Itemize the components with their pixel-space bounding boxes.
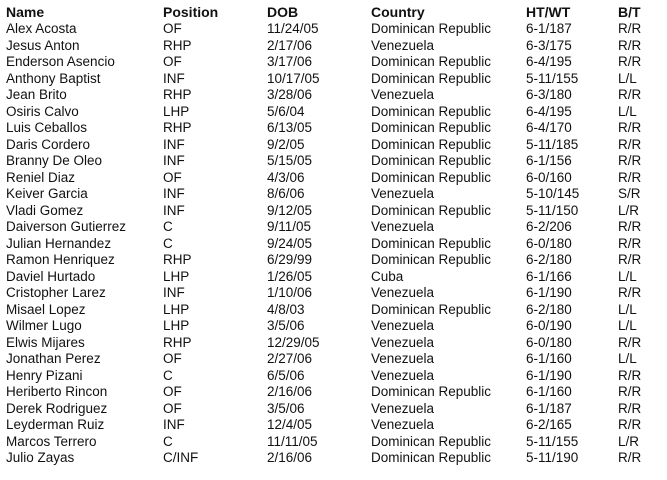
table-row: [6, 434, 666, 451]
player-country: Dominican Republic: [371, 433, 492, 449]
player-htwt: 6-0/180: [526, 334, 572, 350]
player-bt: L/L: [618, 351, 637, 366]
player-bt: R/R: [618, 235, 642, 251]
player-dob: 5/15/05: [267, 153, 313, 168]
player-position: OF: [163, 351, 182, 366]
player-htwt: 5-11/155: [526, 433, 579, 449]
player-country: Dominican Republic: [371, 252, 492, 267]
player-bt: R/R: [618, 252, 642, 267]
player-name: Daiverson Gutierrez: [6, 219, 127, 234]
player-name: Branny De Oleo: [6, 153, 103, 168]
player-country: Dominican Republic: [371, 54, 492, 69]
player-name: Marcos Terrero: [6, 433, 97, 449]
table-row: [6, 87, 666, 104]
player-bt: R/R: [618, 120, 642, 135]
player-country: Dominican Republic: [371, 70, 492, 86]
player-name: Misael Lopez: [6, 301, 86, 317]
table-row: [6, 351, 666, 368]
player-position: LHP: [163, 318, 190, 333]
player-position: RHP: [163, 252, 192, 267]
player-position: INF: [163, 202, 185, 218]
player-name: Keiver Garcia: [6, 186, 88, 201]
table-row: [6, 38, 666, 55]
player-name: Osiris Calvo: [6, 103, 79, 119]
player-name: Jean Brito: [6, 87, 67, 102]
player-bt: L/L: [618, 301, 637, 317]
player-country: Venezuela: [371, 318, 435, 333]
player-rows: [6, 21, 666, 467]
player-bt: L/L: [618, 70, 637, 86]
player-dob: 3/5/06: [267, 400, 305, 416]
player-name: Reniel Diaz: [6, 169, 76, 185]
table-row: [6, 368, 666, 385]
player-htwt: 6-0/160: [526, 169, 572, 185]
player-name: Luis Ceballos: [6, 120, 88, 135]
player-name: Wilmer Lugo: [6, 318, 82, 333]
table-row: [6, 203, 666, 220]
player-htwt: 6-1/160: [526, 351, 572, 366]
table-row: [6, 219, 666, 236]
player-bt: R/R: [618, 136, 642, 152]
player-bt: L/R: [618, 433, 640, 449]
player-name: Leyderman Ruiz: [6, 417, 105, 432]
player-dob: 2/16/06: [267, 450, 313, 465]
player-dob: 12/4/05: [267, 417, 313, 432]
player-name: Julian Hernandez: [6, 235, 112, 251]
player-dob: 9/12/05: [267, 202, 313, 218]
player-htwt: 6-4/195: [526, 103, 572, 119]
table-row: [6, 252, 666, 269]
player-position: LHP: [163, 268, 190, 284]
header-name: Name: [6, 4, 45, 20]
player-name: Elwis Mijares: [6, 334, 85, 350]
table-row: [6, 104, 666, 121]
player-bt: R/R: [618, 54, 642, 69]
player-name: Derek Rodriguez: [6, 400, 108, 416]
player-htwt: 5-11/190: [526, 450, 579, 465]
player-bt: R/R: [618, 384, 642, 399]
player-bt: L/L: [618, 268, 637, 284]
table-row: [6, 269, 666, 286]
player-htwt: 6-3/175: [526, 37, 572, 53]
player-htwt: 6-2/180: [526, 252, 572, 267]
player-country: Dominican Republic: [371, 301, 492, 317]
player-position: OF: [163, 169, 182, 185]
player-bt: R/R: [618, 219, 642, 234]
header-row: [6, 4, 666, 21]
player-name: Jonathan Perez: [6, 351, 101, 366]
player-name: Henry Pizani: [6, 367, 83, 383]
player-position: INF: [163, 285, 185, 300]
player-name: Enderson Asencio: [6, 54, 115, 69]
table-row: [6, 417, 666, 434]
player-country: Dominican Republic: [371, 136, 492, 152]
roster-table: [6, 4, 666, 467]
player-bt: R/R: [618, 285, 642, 300]
player-name: Ramon Henriquez: [6, 252, 115, 267]
player-country: Dominican Republic: [371, 169, 492, 185]
player-bt: R/R: [618, 169, 642, 185]
header-htwt: HT/WT: [526, 4, 571, 20]
table-row: [6, 170, 666, 187]
player-position: OF: [163, 54, 182, 69]
player-position: RHP: [163, 120, 192, 135]
player-dob: 8/6/06: [267, 186, 305, 201]
player-htwt: 6-2/165: [526, 417, 572, 432]
player-country: Venezuela: [371, 87, 435, 102]
player-htwt: 6-1/190: [526, 367, 572, 383]
player-country: Venezuela: [371, 367, 435, 383]
player-htwt: 5-11/150: [526, 202, 579, 218]
player-position: INF: [163, 417, 185, 432]
player-country: Dominican Republic: [371, 235, 492, 251]
player-bt: L/L: [618, 103, 637, 119]
table-row: [6, 450, 666, 467]
player-htwt: 6-1/156: [526, 153, 572, 168]
table-row: [6, 384, 666, 401]
player-dob: 11/24/05: [267, 21, 319, 36]
player-position: RHP: [163, 37, 192, 53]
player-position: RHP: [163, 334, 192, 350]
player-position: INF: [163, 70, 185, 86]
player-htwt: 6-0/190: [526, 318, 572, 333]
table-row: [6, 302, 666, 319]
player-name: Jesus Anton: [6, 37, 80, 53]
player-country: Venezuela: [371, 37, 435, 53]
player-position: C: [163, 219, 173, 234]
player-position: LHP: [163, 301, 190, 317]
player-htwt: 6-2/206: [526, 219, 572, 234]
player-country: Dominican Republic: [371, 384, 492, 399]
player-dob: 3/17/06: [267, 54, 313, 69]
player-position: C: [163, 433, 173, 449]
player-position: OF: [163, 21, 182, 36]
header-country: Country: [371, 4, 425, 20]
player-dob: 10/17/05: [267, 70, 320, 86]
player-dob: 9/2/05: [267, 136, 305, 152]
player-country: Venezuela: [371, 285, 435, 300]
player-country: Dominican Republic: [371, 202, 492, 218]
player-bt: L/L: [618, 318, 637, 333]
table-row: [6, 186, 666, 203]
player-name: Daviel Hurtado: [6, 268, 96, 284]
player-dob: 5/6/04: [267, 103, 305, 119]
table-row: [6, 401, 666, 418]
player-position: OF: [163, 400, 182, 416]
player-country: Dominican Republic: [371, 21, 492, 36]
player-country: Venezuela: [371, 219, 435, 234]
header-position: Position: [163, 4, 219, 20]
player-country: Venezuela: [371, 186, 435, 201]
player-dob: 2/16/06: [267, 384, 313, 399]
player-name: Julio Zayas: [6, 450, 75, 465]
player-bt: R/R: [618, 37, 642, 53]
player-bt: R/R: [618, 334, 642, 350]
player-htwt: 6-2/180: [526, 301, 572, 317]
player-position: C: [163, 367, 173, 383]
player-htwt: 6-1/166: [526, 268, 572, 284]
player-htwt: 6-1/187: [526, 21, 572, 36]
player-bt: R/R: [618, 400, 642, 416]
player-bt: R/R: [618, 21, 642, 36]
player-country: Dominican Republic: [371, 120, 492, 135]
player-htwt: 5-10/145: [526, 186, 580, 201]
table-row: [6, 54, 666, 71]
table-row: [6, 120, 666, 137]
player-name: Daris Cordero: [6, 136, 91, 152]
player-dob: 6/13/05: [267, 120, 313, 135]
player-position: C/INF: [163, 450, 199, 465]
player-name: Anthony Baptist: [6, 70, 101, 86]
player-bt: R/R: [618, 87, 642, 102]
player-dob: 2/17/06: [267, 37, 313, 53]
player-dob: 9/24/05: [267, 235, 313, 251]
player-htwt: 6-3/180: [526, 87, 572, 102]
player-htwt: 6-4/195: [526, 54, 572, 69]
player-position: RHP: [163, 87, 192, 102]
player-dob: 2/27/06: [267, 351, 313, 366]
player-country: Dominican Republic: [371, 103, 492, 119]
header-bt: B/T: [618, 4, 641, 20]
player-dob: 6/29/99: [267, 252, 313, 267]
player-position: INF: [163, 186, 185, 201]
player-bt: S/R: [618, 186, 641, 201]
player-htwt: 6-1/190: [526, 285, 572, 300]
player-country: Cuba: [371, 268, 404, 284]
player-position: LHP: [163, 103, 190, 119]
player-htwt: 5-11/155: [526, 70, 579, 86]
player-dob: 9/11/05: [267, 219, 312, 234]
player-country: Venezuela: [371, 351, 435, 366]
player-dob: 11/11/05: [267, 433, 318, 449]
player-dob: 1/26/05: [267, 268, 313, 284]
player-dob: 4/3/06: [267, 169, 305, 185]
table-row: [6, 21, 666, 38]
player-position: INF: [163, 136, 185, 152]
player-htwt: 6-1/160: [526, 384, 572, 399]
player-country: Venezuela: [371, 334, 435, 350]
player-dob: 6/5/06: [267, 367, 305, 383]
player-position: OF: [163, 384, 182, 399]
player-bt: R/R: [618, 417, 642, 432]
player-bt: L/R: [618, 202, 640, 218]
player-country: Venezuela: [371, 400, 435, 416]
player-htwt: 6-1/187: [526, 400, 572, 416]
header-dob: DOB: [267, 4, 299, 20]
player-bt: R/R: [618, 153, 642, 168]
table-row: [6, 335, 666, 352]
table-row: [6, 318, 666, 335]
player-name: Cristopher Larez: [6, 285, 106, 300]
table-row: [6, 71, 666, 88]
player-position: INF: [163, 153, 185, 168]
table-row: [6, 137, 666, 154]
player-htwt: 6-4/170: [526, 120, 572, 135]
player-position: C: [163, 235, 173, 251]
player-dob: 12/29/05: [267, 334, 320, 350]
player-name: Vladi Gomez: [6, 202, 84, 218]
player-country: Venezuela: [371, 417, 435, 432]
table-row: [6, 236, 666, 253]
player-htwt: 5-11/185: [526, 136, 579, 152]
player-name: Heriberto Rincon: [6, 384, 108, 399]
player-dob: 4/8/03: [267, 301, 305, 317]
player-name: Alex Acosta: [6, 21, 77, 36]
player-dob: 3/5/06: [267, 318, 305, 333]
player-dob: 1/10/06: [267, 285, 313, 300]
player-country: Dominican Republic: [371, 153, 492, 168]
player-country: Dominican Republic: [371, 450, 492, 465]
player-htwt: 6-0/180: [526, 235, 572, 251]
table-row: [6, 285, 666, 302]
player-bt: R/R: [618, 367, 642, 383]
table-row: [6, 153, 666, 170]
player-bt: R/R: [618, 450, 642, 465]
player-dob: 3/28/06: [267, 87, 313, 102]
